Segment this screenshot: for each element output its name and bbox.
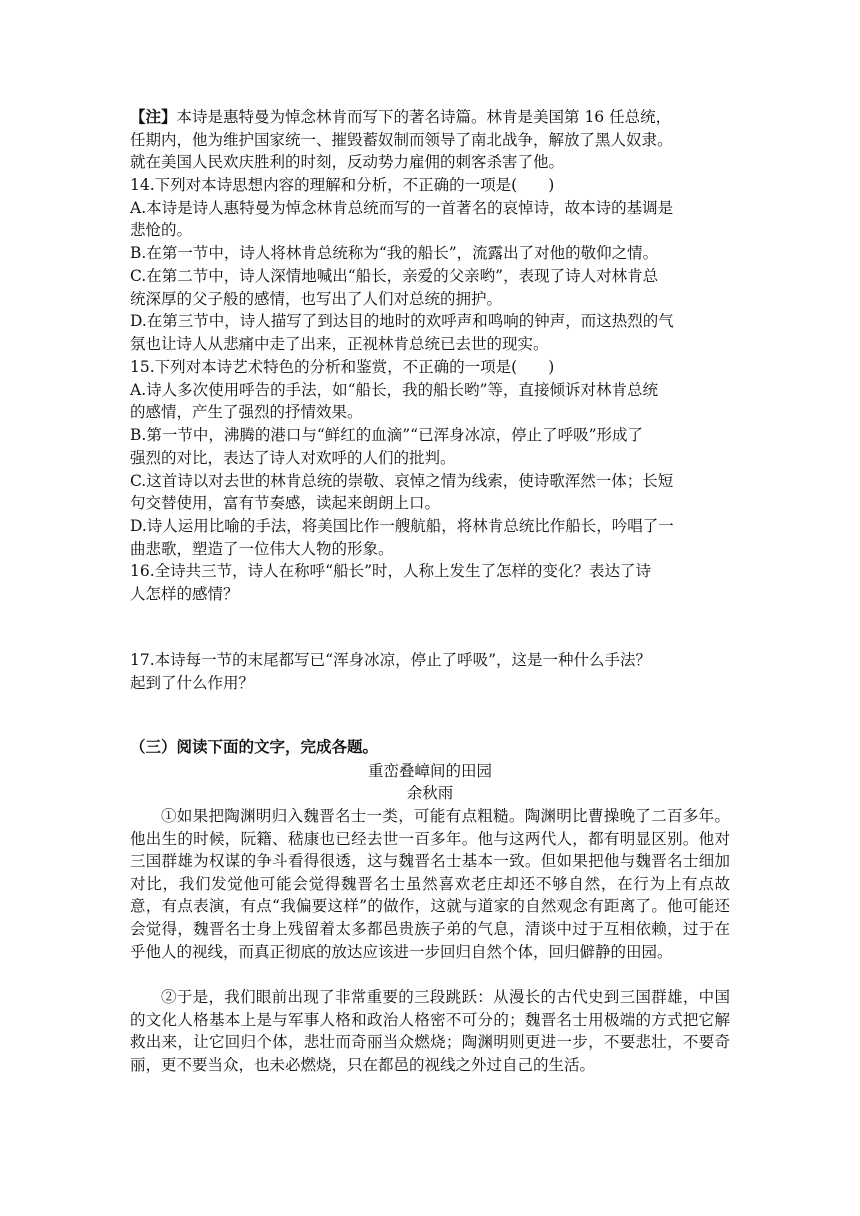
option-line: D.诗人运用比喻的手法，将美国比作一艘航船，将林肯总统比作船长，吟唱了一 [130,516,674,535]
question-line: 16.全诗共三节，诗人在称呼“船长”时，人称上发生了怎样的变化？表达了诗 [130,562,652,580]
passage-author: 余秋雨 [406,784,454,802]
annotation-line: 本诗是惠特曼为悼念林肯而写下的著名诗篇。林肯是美国第 16 任总统， [176,108,672,126]
paragraph-line: 方式把它解救出来，让它回归个体，悲壮而奇丽当众燃烧；陶渊明则更进一步， [130,1010,730,1052]
paragraph-line: 把他与魏晋名士细加对比，我们发觉他可能会觉得魏晋名士虽然喜欢老庄却还不 [130,852,730,893]
question-16 [130,560,730,605]
annotation-line: 就在美国人民欢庆胜利的时刻，反动势力雇佣的刺客杀害了他。 [130,153,565,172]
option-line: 强烈的对比，表达了诗人对欢呼的人们的批判。 [130,448,456,467]
paragraph-line: ②于是，我们眼前出现了非常重要的三段跳跃：从漫长的古代史到三国群雄， [161,988,699,1006]
question-17 [130,649,730,694]
option-line: B.第一节中，沸腾的港口与“鲜红的血滴”“已浑身冰凉，停止了呼吸”形成了 [130,426,644,445]
option-line: 的感情，产生了强烈的抒情效果。 [130,403,363,422]
question-line: 起到了什么作用？ [130,673,255,692]
question-15 [130,356,730,560]
option-line: D.在第三节中，诗人描写了到达目的地时的欢呼声和鸣响的钟声，而这热烈的气 [130,312,674,331]
paragraph-line: 弟的气息，清谈中过于互相依赖，过于在乎他人的视线，而真正彻底的放达应该 [130,919,730,961]
paragraph-line: 家的自然观念有距离了。他可能还会觉得，魏晋名士身上残留着太多都邑贵族子 [130,897,730,938]
option-line: 氛也让诗人从悲痛中走了出来，正视林肯总统已去世的现实。 [130,334,549,353]
option-line: A.本诗是诗人惠特曼为悼念林肯总统而写的一首著名的哀悼诗，故本诗的基调是 [130,198,674,217]
paragraph-line: 中国的文化人格基本上是与军事人格和政治人格密不可分的；魏晋名士用极端的 [130,988,730,1029]
option-line: C.这首诗以对去世的林肯总统的崇敬、哀悼之情为线索，使诗歌浑然一体；长短 [130,471,674,490]
passage-paragraph-2 [130,986,730,1076]
option-line: 悲怆的。 [130,221,193,240]
section-heading: （三）阅读下面的文字，完成各题。 [130,737,379,756]
paragraph-line: ①如果把陶渊明归入魏晋名士一类，可能有点粗糙。陶渊明比曹操晚了二百 [161,807,683,825]
annotation-tag: 【注】 [130,107,177,126]
option-line: C.在第二节中，诗人深情地喊出“船长，亲爱的父亲哟”，表现了诗人对林肯总 [130,266,659,285]
question-14 [130,174,730,356]
passage-paragraph-1 [130,805,730,963]
question-stem: 15.下列对本诗艺术特色的分析和鉴赏，不正确的一项是( ) [130,358,555,376]
poem-annotation [130,106,730,174]
paragraph-line: 生活。 [548,1055,596,1074]
paragraph-line: 显区别。他对三国群雄为权谋的争斗看得很透，这与魏晋名士基本一致。但如果 [130,829,730,871]
paragraph-line: 不要悲壮，不要奇丽，更不要当众，也未必燃烧，只在都邑的视线之外过自己的 [130,1033,730,1074]
option-line: 句交替使用，富有节奏感，读起来朗朗上口。 [130,494,441,513]
question-line: 17.本诗每一节的末尾都写已“浑身冰凉，停止了呼吸”，这是一种什么手法？ [130,651,652,669]
annotation-line: 任期内，他为维护国家统一、摧毁蓄奴制而领导了南北战争，解放了黑人奴隶。 [130,130,673,149]
option-line: 曲悲歌，塑造了一位伟大人物的形象。 [130,539,394,558]
question-line: 人怎样的感情？ [130,584,239,603]
passage-title: 重峦叠嶂间的田园 [367,762,492,780]
paragraph-line: 够自然，在行为上有点故意，有点表演，有点“我偏要这样”的做作，这就与道 [130,874,730,916]
option-line: B.在第一节中，诗人将林肯总统称为“我的船长”，流露出了对他的敬仰之情。 [130,244,659,263]
paragraph-line: 多年。他出生的时候，阮籍、嵇康也已经去世一百多年。他与这两代人，都有明 [130,807,730,848]
option-line: A.诗人多次使用呼告的手法，如“船长，我的船长哟”等，直接倾诉对林肯总统 [130,380,658,399]
option-line: 统深厚的父子般的感情，也写出了人们对总统的拥护。 [130,289,503,308]
paragraph-line: 进一步回归自然个体，回归僻静的田园。 [393,942,673,961]
question-stem: 14.下列对本诗思想内容的理解和分析，不正确的一项是( ) [130,176,555,194]
